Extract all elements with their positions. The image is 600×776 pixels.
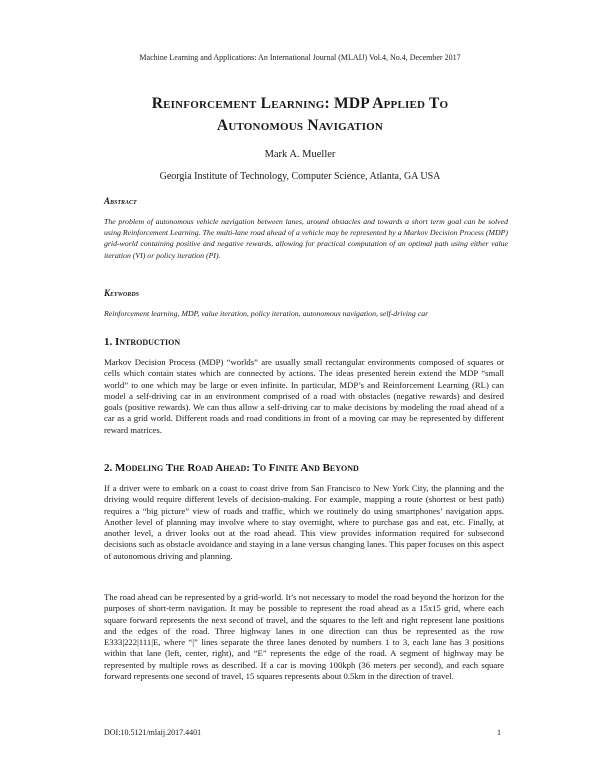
keywords-text: Reinforcement learning, MDP, value iteration, policy iteration, autonomous navigation, self-driving car [104,309,429,318]
affiliation: Georgia Institute of Technology, Computer Science, Atlanta, GA USA [159,171,441,182]
section-heading-modeling: 2. Modeling The Road Ahead: To Finite And Beyond [104,462,359,474]
footer-doi: DOI:10.5121/mlaij.2017.4401 [104,728,202,737]
keywords-heading: Keywords [104,288,140,298]
paper-title [60,93,540,137]
section-heading-introduction: 1. Introduction [104,336,181,348]
modeling-paragraph-1: If a driver were to embark on a coast to coast drive from San Francisco to New York City, the planning and the driving would require different levels of decision-making. For example, mapping a route (shortest or best path) requires a “big picture” view of roads and traffic, which we routinely do using smartphones’ navigation apps. Another level of planning may involve where to stay overnight, where to purchase gas and eat, etc. Finally, at another level, a driver looks out at the road ahead. This view provides information required for subsecond decisions such as obstacle avoidance and staying in a lane versus changing lanes. This paper focuses on this aspect of autonomous driving and planning. [104,483,504,561]
abstract-heading: Abstract [104,196,137,206]
title-line-1: Reinforcement Learning: MDP Applied To [151,95,449,112]
intro-paragraph: Markov Decision Process (MDP) “worlds” are usually small rectangular environments composed of squares or cells which contain states which are connected by actions. The ideas presented herein extend the MDP “small world” to one which may be large or even infinite. In particular, MDP’s and Reinforcement Learning (RL) can model a self-driving car in an environment comprised of a road with obstacles (negative rewards) and desired goals (positive rewards). We can thus allow a self-driving car to make decisions by modeling the road ahead of a car as a grid world. Different roads and road conditions in front of a moving car may be represented by different reward matrices. [104,357,504,435]
abstract-text: The problem of autonomous vehicle navigation between lanes, around obstacles and towards a short term goal can be solved using Reinforcement Learning. The multi-lane road ahead of a vehicle may be represented by a Markov Decision Process (MDP) grid-world containing positive and negative rewards, allowing for practical computation of an optimal path using either value iteration (VI) or policy iteration (PI). [104,217,508,260]
title-line-2: Autonomous Navigation [216,117,384,134]
author-name: Mark A. Mueller [264,149,336,160]
page-number: 1 [497,728,501,737]
modeling-paragraph-2: The road ahead can be represented by a grid-world. It’s not necessary to model the road beyond the horizon for the purposes of short-term navigation. It may be possible to represent the road ahead as a 15x15 grid, where each square forward represents the next second of travel, and the squares to the left and right represent lane positions and the edges of the road. Three highway lanes in one direction can thus be represented as the row E333|222|111|E, where “|” lines separate the three lanes denoted by numbers 1 to 3, each lane has 3 positions within that lane (left, center, right), and “E” represents the edge of the road. A segment of highway may be represented by multiple rows as described. If a car is moving 100kph (36 meters per second), and each square forward represents one second of travel, 15 squares represents about 0.5km in the direction of travel. [104,592,504,682]
running-header: Machine Learning and Applications: An International Journal (MLAIJ) Vol.4, No.4, December 2017 [139,53,461,62]
